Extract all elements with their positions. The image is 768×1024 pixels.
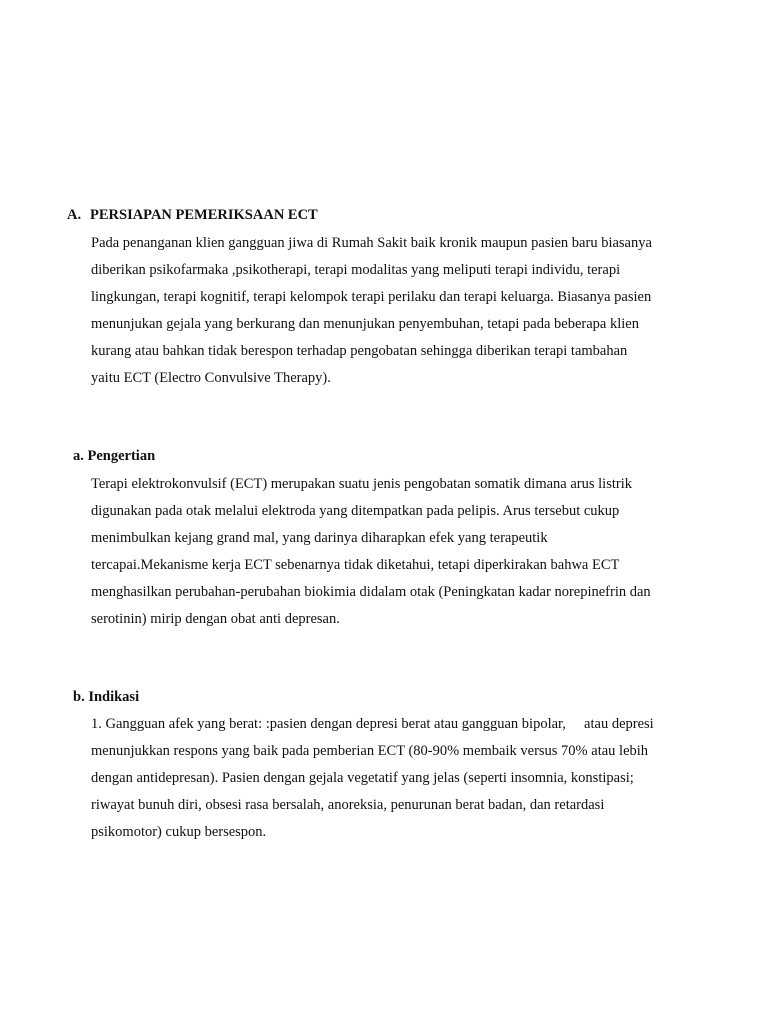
subsection-b-title: b. Indikasi <box>73 689 140 705</box>
subsection-b-line: menunjukkan respons yang baik pada pemberian ECT (80-90% membaik versus 70% atau lebih <box>91 743 649 759</box>
section-a-number: A. <box>67 207 82 223</box>
subsection-a-line: Terapi elektrokonvulsif (ECT) merupakan suatu jenis pengobatan somatik dimana arus listrik <box>91 476 632 492</box>
subsection-a-line: tercapai.Mekanisme kerja ECT sebenarnya tidak diketahui, tetapi diperkirakan bahwa ECT <box>91 557 620 573</box>
section-a-line: kurang atau bahkan tidak berespon terhadap pengobatan sehingga diberikan terapi tambahan <box>91 343 628 359</box>
subsection-a-line: menghasilkan perubahan-perubahan biokimia didalam otak (Peningkatan kadar norepinefrin dan <box>91 584 651 600</box>
section-a-heading <box>67 207 318 224</box>
section-a-line: menunjukan gejala yang berkurang dan menunjukan penyembuhan, tetapi pada beberapa klien <box>91 316 639 332</box>
subsection-b-line: 1. Gangguan afek yang berat: :pasien dengan depresi berat atau gangguan bipolar, atau depresi <box>91 716 654 732</box>
subsection-b-line: dengan antidepresan). Pasien dengan gejala vegetatif yang jelas (seperti insomnia, konstipasi; <box>91 770 634 786</box>
section-a-line: lingkungan, terapi kognitif, terapi kelompok terapi perilaku dan terapi keluarga. Biasanya pasien <box>91 289 652 305</box>
section-a-line: yaitu ECT (Electro Convulsive Therapy). <box>91 370 331 386</box>
subsection-a-line: serotinin) mirip dengan obat anti depresan. <box>91 611 340 627</box>
section-a-line: Pada penanganan klien gangguan jiwa di Rumah Sakit baik kronik maupun pasien baru biasanya <box>91 235 652 251</box>
section-a-title: PERSIAPAN PEMERIKSAAN ECT <box>90 207 318 223</box>
subsection-a-line: digunakan pada otak melalui elektroda yang ditempatkan pada pelipis. Arus tersebut cukup <box>91 503 620 519</box>
subsection-a-line: menimbulkan kejang grand mal, yang darinya diharapkan efek yang terapeutik <box>91 530 548 546</box>
subsection-b-line: psikomotor) cukup bersespon. <box>91 824 267 840</box>
section-a-line: diberikan psikofarmaka ,psikotherapi, terapi modalitas yang meliputi terapi individu, terapi <box>91 262 621 278</box>
subsection-b-line: riwayat bunuh diri, obsesi rasa bersalah, anoreksia, penurunan berat badan, dan retardasi <box>91 797 605 813</box>
subsection-a-title: a. Pengertian <box>73 448 156 464</box>
